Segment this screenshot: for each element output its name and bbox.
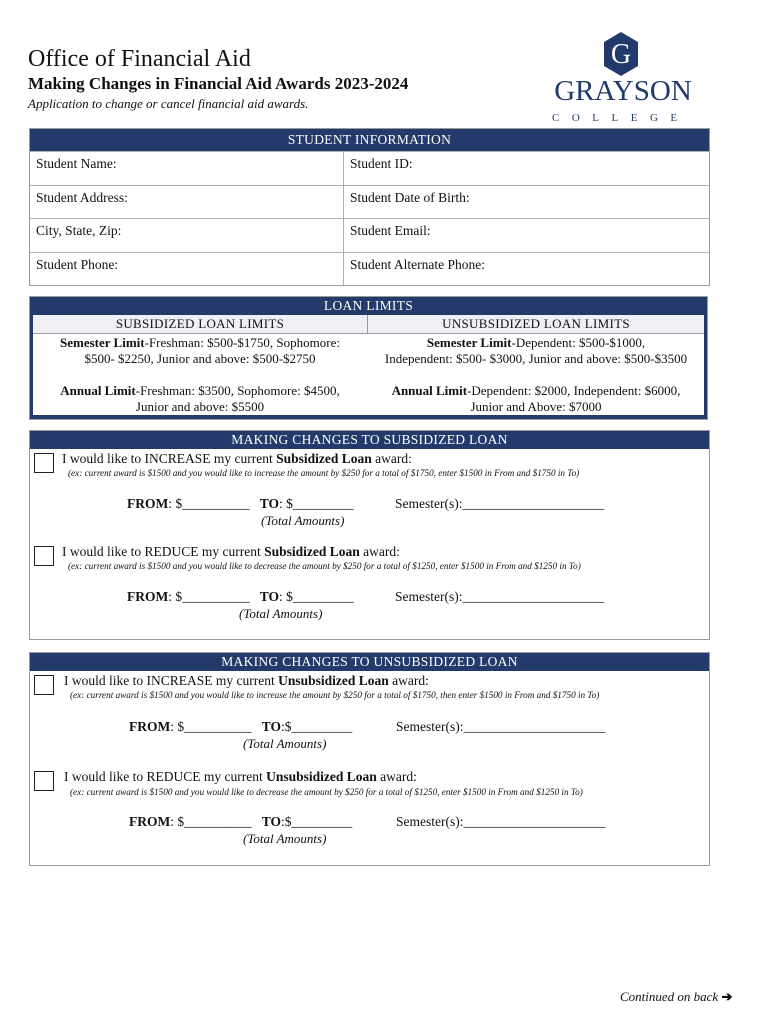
- semester-field[interactable]: Semester(s):_____________________: [396, 719, 606, 734]
- total-amounts-label: (Total Amounts): [243, 736, 327, 751]
- increase-subsidized-checkbox[interactable]: [34, 453, 54, 473]
- shield-icon: [604, 32, 638, 76]
- subsidized-semester-limit: Semester Limit-Freshman: $500-$1750, Sophomore: $500- $2250, Junior and above: $500-$2750: [60, 335, 340, 366]
- student-address-field[interactable]: Student Address:: [30, 186, 344, 219]
- loan-limits-box: [29, 296, 708, 420]
- subsidized-annual-limit: Annual Limit-Freshman: $3500, Sophomore: $4500, Junior and above: $5500: [60, 383, 340, 414]
- logo-wordmark: GRAYSON: [554, 75, 692, 107]
- student-name-field[interactable]: Student Name:: [30, 152, 344, 185]
- logo-letter: G: [610, 39, 632, 70]
- unsubsidized-section-header: MAKING CHANGES TO UNSUBSIDIZED LOAN: [30, 653, 709, 671]
- table-row: [30, 218, 709, 252]
- from-amount-field[interactable]: FROM: $__________ TO: $_________: [127, 496, 354, 511]
- loan-limits-header: LOAN LIMITS: [30, 297, 707, 315]
- total-amounts-label: (Total Amounts): [243, 831, 327, 846]
- reduce-unsubsidized-label: I would like to REDUCE my current Unsubsidized Loan award:: [64, 769, 417, 784]
- increase-unsubsidized-example: (ex: current award is $1500 and you would like to increase the amount by $250 for a total of $1750, then enter $1500 in From and $1750 in To): [70, 690, 600, 700]
- student-info-header: STUDENT INFORMATION: [30, 129, 709, 151]
- unsubsidized-semester-limit: Semester Limit-Dependent: $500-$1000, Independent: $500- $3000, Junior and above: $500-$3500: [384, 335, 688, 366]
- from-amount-field[interactable]: FROM: $__________ TO: $_________: [127, 589, 354, 604]
- student-dob-field[interactable]: Student Date of Birth:: [350, 189, 470, 205]
- reduce-unsubsidized-example: (ex: current award is $1500 and you would like to decrease the amount by $250 for a total of $1250, enter $1500 in From and $1250 in To): [70, 787, 583, 797]
- subsidized-section-header: MAKING CHANGES TO SUBSIDIZED LOAN: [30, 431, 709, 449]
- unsubsidized-annual-limit: Annual Limit-Dependent: $2000, Independent: $6000, Junior and Above: $7000: [391, 383, 681, 414]
- from-amount-field[interactable]: FROM: $__________ TO:$_________: [129, 719, 353, 734]
- student-email-field[interactable]: Student Email:: [350, 223, 431, 238]
- total-amounts-label: (Total Amounts): [261, 513, 345, 528]
- unsubsidized-limits-header: UNSUBSIDIZED LOAN LIMITS: [368, 315, 704, 334]
- increase-subsidized-example: (ex: current award is $1500 and you would like to increase the amount by $250 for a total of $1750, enter $1500 in From and $1750 in To): [68, 468, 580, 478]
- increase-subsidized-label: I would like to INCREASE my current Subsidized Loan award:: [62, 451, 412, 466]
- semester-field[interactable]: Semester(s):_____________________: [395, 496, 605, 511]
- student-phone-field[interactable]: Student Phone:: [30, 253, 344, 286]
- increase-unsubsidized-label: I would like to INCREASE my current Unsubsidized Loan award:: [64, 673, 429, 688]
- from-amount-field[interactable]: FROM: $__________ TO:$_________: [129, 814, 353, 829]
- unsubsidized-loan-section: [29, 652, 710, 866]
- student-alt-phone-field[interactable]: Student Alternate Phone:: [350, 256, 485, 272]
- student-id-field[interactable]: Student ID:: [350, 156, 413, 171]
- reduce-subsidized-checkbox[interactable]: [34, 546, 54, 566]
- grayson-college-logo: [548, 32, 698, 124]
- subsidized-limits-header: SUBSIDIZED LOAN LIMITS: [33, 315, 368, 334]
- loan-limits-table: [33, 315, 704, 415]
- table-row: [30, 252, 709, 286]
- reduce-unsubsidized-checkbox[interactable]: [34, 771, 54, 791]
- reduce-subsidized-example: (ex: current award is $1500 and you would like to decrease the amount by $250 for a total of $1250, enter $1500 in From and $1250 in To): [68, 561, 581, 571]
- city-state-zip-field[interactable]: City, State, Zip:: [30, 219, 344, 252]
- subsidized-loan-section: [29, 430, 710, 640]
- form-subtitle: Making Changes in Financial Aid Awards 2023-2024: [28, 74, 409, 93]
- logo-college: COLLEGE: [552, 112, 690, 124]
- table-row: [30, 185, 709, 219]
- reduce-subsidized-label: I would like to REDUCE my current Subsidized Loan award:: [62, 544, 400, 559]
- form-description: Application to change or cancel financial aid awards.: [28, 96, 309, 111]
- student-information-table: [29, 128, 710, 286]
- office-title: Office of Financial Aid: [28, 46, 251, 72]
- increase-unsubsidized-checkbox[interactable]: [34, 675, 54, 695]
- continued-on-back-note: Continued on back ➔: [620, 989, 733, 1004]
- arrow-right-icon: ➔: [721, 989, 733, 1004]
- semester-field[interactable]: Semester(s):_____________________: [395, 589, 605, 604]
- table-row: [30, 151, 709, 185]
- semester-field[interactable]: Semester(s):_____________________: [396, 814, 606, 829]
- total-amounts-label: (Total Amounts): [239, 606, 323, 621]
